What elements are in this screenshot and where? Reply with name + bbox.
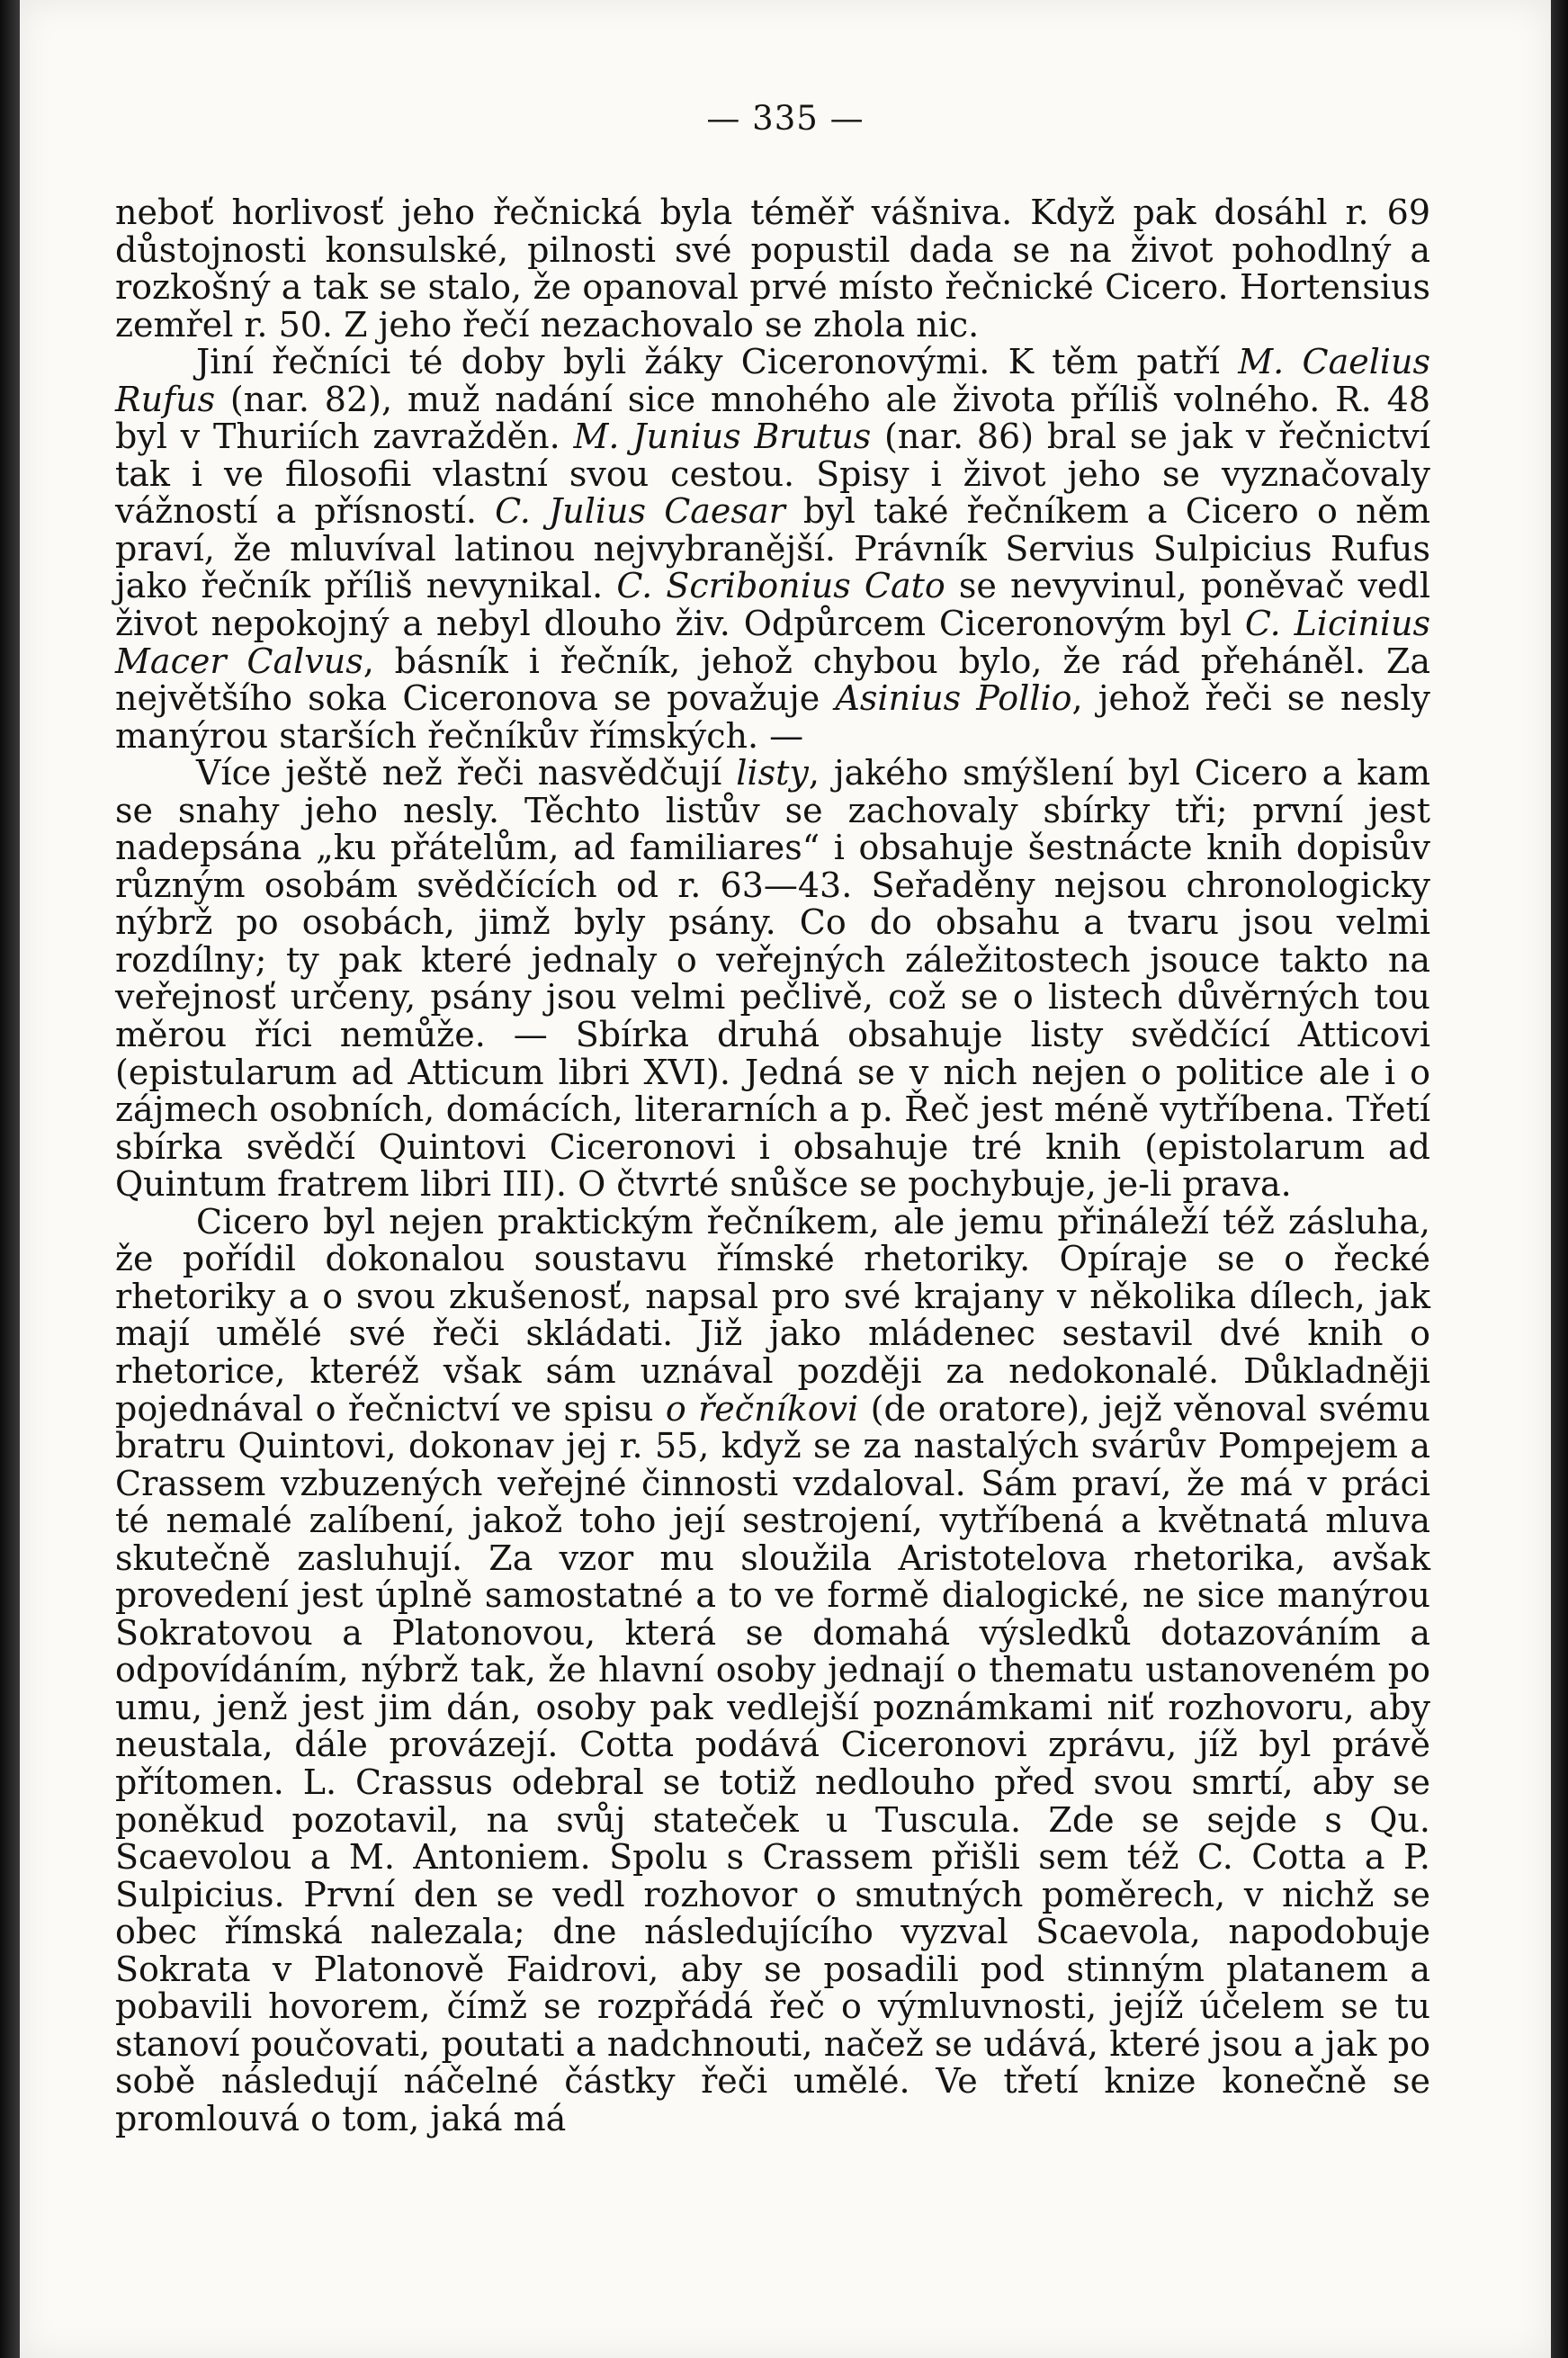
italic-name: listy <box>736 753 809 793</box>
book-page <box>20 0 1551 2358</box>
text-run: neboť horlivosť jeho řečnická byla téměř vášniva. Když pak dosáhl r. 69 důstojnosti konsulské, pilnosti své popustil dada se na život pohodlný a rozkošný a tak se stalo, že opanoval prvé místo řečnické Cicero. Hortensius zemřel r. 50. Z jeho řečí nezachovalo se zhola nic. <box>115 193 1430 345</box>
italic-name: C. Scribonius Cato <box>616 566 945 606</box>
text-run: , básník i řečník, jehož chybou bylo, že rád přeháněl. Za největšího soka Ciceronova se považuje <box>115 641 1431 719</box>
scan-left-edge <box>0 0 20 2358</box>
text-run: se nevyvinul, poněvač vedl život nepokojný a nebyl dlouho živ. Odpůrcem Ciceronovým byl <box>115 566 1430 644</box>
text-run: Cicero byl nejen praktickým řečníkem, ale jemu přináleží též zásluha, že pořídil dokonalou soustavu římské rhetoriky. Opíraje se o řecké rhetoriky a o svou zkušenosť, napsal pro své krajany v několika dílech, jak mají umělé své řeči skládati. Již jako mládenec sestavil dvé knih o rhetorice, kteréž však sám uznával později za nedokonalé. Důkladněji pojednával o řečnictví ve spisu <box>115 1201 1430 1429</box>
text-run: , jehož řeči se nesly manýrou starších řečníkův římských. — <box>115 678 1431 756</box>
italic-name: C. Licinius Macer Calvus <box>115 604 1430 681</box>
paragraph <box>115 194 1430 344</box>
italic-name: C. Julius Caesar <box>495 491 785 532</box>
text-run: (nar. 82), muž nadání sice mnohého ale života příliš volného. R. 48 byl v Thuriích zavražděn. <box>115 379 1430 457</box>
text-run: (de oratore), jejž věnoval svému bratru Quintovi, dokonav jej r. 55, když se za nastalých svárův Pompejem a Crassem vzbuzených veřejné činnosti vzdaloval. Sám praví, že má v práci té nemalé zalíbení, jakož toho její sestrojení, vytříbená a květnatá mluva skutečně zasluhují. Za vzor mu sloužila Aristotelova rhetorika, avšak provedení jest úplně samostatné a to ve formě dialogické, ne sice manýrou Sokratovou a Platonovou, která se domahá výsledků dotazováním a odpovídáním, nýbrž tak, že hlavní osoby jednají o thematu ustanoveném po umu, jenž jest jim dán, osoby pak vedlejší poznámkami niť rozhovoru, aby neustala, dále provázejí. Cotta podává Ciceronovi zprávu, jíž byl právě přítomen. L. Crassus odebral se totiž nedlouho před svou smrtí, aby se poněkud pozotavil, na svůj statеček u Tuscula. Zde se sejde s Qu. Scaevolou a M. Antoniem. Spolu s Crassem přišli sem též C. Cotta a P. Sulpicius. První den se vedl rozhovor o smutných poměrech, v nichž se obec římská nalezala; dne následujícího vyzval Scaevola, napodobuje Sokrata v Platonově Faidrovi, aby se posadili pod stinným platanem a pobavili hovorem, čímž se rozpřádá řeč o výmluvnosti, jejíž účelem se tu stanoví poučovati, poutati a nadchnouti, načež se udává, které jsou a jak po sobě následují náčelné částky řeči umělé. Ve třetí knize konečně se promlouvá o tom, jaká má <box>115 1388 1431 2138</box>
paragraph <box>115 1201 1431 2138</box>
scan-right-edge <box>1551 0 1568 2358</box>
paragraph <box>115 344 1430 755</box>
body-text <box>115 194 1430 2138</box>
italic-name: o řečníkovi <box>665 1388 859 1429</box>
text-run: Více ještě než řeči nasvědčují <box>196 753 737 793</box>
page-number: — 335 — <box>706 99 865 138</box>
text-run: (nar. 86) bral se jak v řečnictví tak i ve filosofii vlastní svou cestou. Spisy i život jeho se vyznačovaly vážností a přísností. <box>115 417 1430 532</box>
italic-name: M. Junius Brutus <box>573 417 872 457</box>
text-run: Jiní řečníci té doby byli žáky Ciceronovými. K těm patří <box>196 342 1239 382</box>
paragraph <box>115 755 1430 1204</box>
text-run: byl také řečníkem a Cicero o něm praví, že mluvíval latinou nejvybranější. Právník Servius Sulpicius Rufus jako řečník příliš nevynikal. <box>115 491 1430 606</box>
italic-name: M. Caelius Rufus <box>115 342 1430 419</box>
italic-name: Asinius Pollio <box>835 678 1072 719</box>
text-run: , jakého smýšlení byl Cicero a kam se snahy jeho nesly. Těchto listův se zachovaly sbírky tři; první jest nadepsána „ku přátelům, ad familiares“ i obsahuje šestnácte knih dopisův různým osobám svědčících od r. 63—43. Seřaděny nejsou chronologicky nýbrž po osobách, jimž byly psány. Co do obsahu a tvaru jsou velmi rozdílny; ty pak které jednaly o veřejných záležitostech jsouce takto na veřejnosť určeny, psány jsou velmi pečlivě, což se o listech důvěrných tou měrou říci nemůže. — Sbírka druhá obsahuje listy svědčící Atticovi (epistularum ad Atticum libri XVI). Jedná se v nich nejen o politice ale i o zájmech osobních, domácích, literarních a p. Řeč jest méně vytříbena. Třetí sbírka svědčí Quintovi Ciceronovi i obsahuje tré knih (epistolarum ad Quintum fratrem libri III). O čtvrté snůšce se pochybuje, je-li prava. <box>115 753 1430 1205</box>
